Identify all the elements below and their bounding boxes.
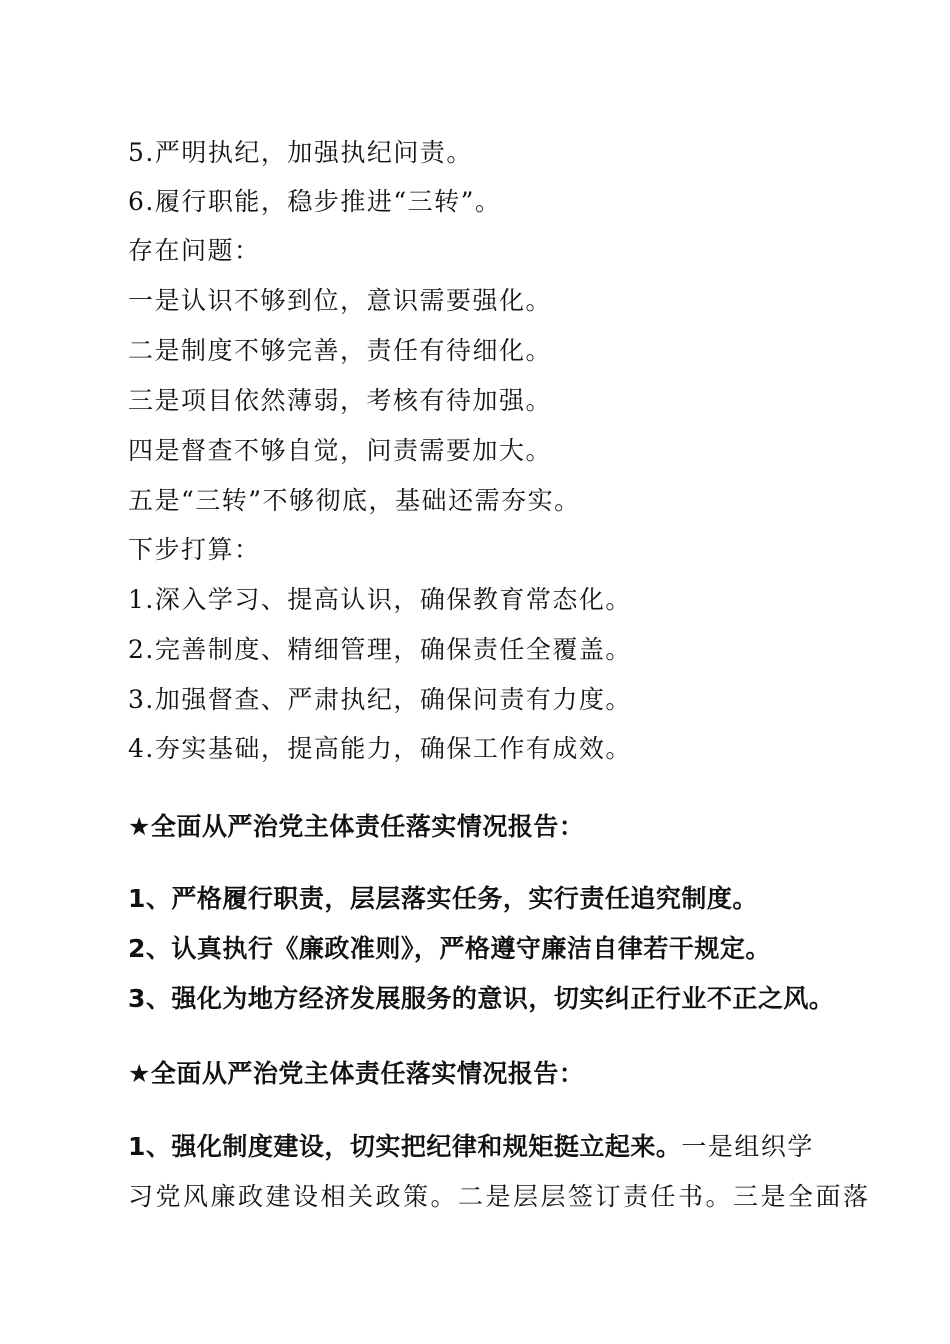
report-item-lead: 1、强化制度建设，切实把纪律和规矩挺立起来。 [128,1132,682,1161]
text-line: 习党风廉政建设相关政策。二是层层签订责任书。三是全面落 [128,1182,871,1211]
text-line: 3.加强督查、严肃执纪，确保问责有力度。 [128,685,632,714]
text-line: 1.深入学习、提高认识，确保教育常态化。 [128,585,632,614]
section-heading: 下步打算： [128,535,261,564]
report-item-text: 一是组织学 [681,1132,814,1161]
text-line: 一是认识不够到位，意识需要强化。 [128,286,553,315]
report-item: 3、强化为地方经济发展服务的意识，切实纠正行业不正之风。 [128,984,835,1013]
text-line: 4.夯实基础，提高能力，确保工作有成效。 [128,734,632,763]
report-heading: ★全面从严治党主体责任落实情况报告： [128,812,585,841]
text-line: 二是制度不够完善，责任有待细化。 [128,336,553,365]
text-line: 6.履行职能，稳步推进“三转”。 [128,187,502,216]
report-item: 2、认真执行《廉政准则》，严格遵守廉洁自律若干规定。 [128,934,771,963]
text-line [128,1130,814,1165]
report-item: 1、严格履行职责，层层落实任务，实行责任追究制度。 [128,884,758,913]
text-line: 五是“三转”不够彻底，基础还需夯实。 [128,486,581,515]
text-line: 三是项目依然薄弱，考核有待加强。 [128,386,553,415]
text-line: 2.完善制度、精细管理，确保责任全覆盖。 [128,635,632,664]
text-line: 5.严明执纪，加强执纪问责。 [128,138,473,167]
report-heading: ★全面从严治党主体责任落实情况报告： [128,1059,585,1088]
section-heading: 存在问题： [128,236,261,265]
text-line: 四是督查不够自觉，问责需要加大。 [128,436,553,465]
